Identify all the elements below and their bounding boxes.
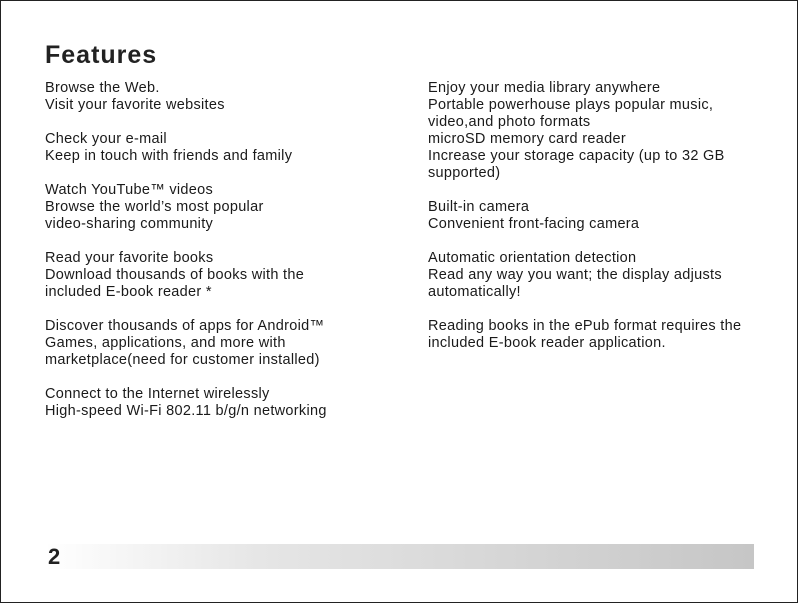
feature-text: included E-book reader * — [45, 284, 212, 300]
feature-block-epub-note — [428, 318, 768, 352]
feature-block-camera — [428, 199, 768, 233]
feature-heading: Built-in camera — [428, 199, 530, 215]
feature-heading: Discover thousands of apps for Android™ — [45, 318, 325, 334]
feature-text: Browse the world’s most popular — [45, 199, 264, 215]
feature-text: automatically! — [428, 284, 521, 300]
feature-block-books — [45, 250, 415, 301]
feature-heading: microSD memory card reader — [428, 131, 626, 147]
feature-block-email — [45, 131, 415, 165]
feature-heading: Enjoy your media library anywhere — [428, 80, 661, 96]
feature-text: High-speed Wi-Fi 802.11 b/g/n networking — [45, 403, 327, 419]
feature-text: video,and photo formats — [428, 114, 591, 130]
footnote-text: included E-book reader application. — [428, 335, 666, 351]
feature-text: video-sharing community — [45, 216, 214, 232]
feature-text: Read any way you want; the display adjusts — [428, 267, 722, 283]
feature-block-apps — [45, 318, 415, 369]
feature-block-youtube — [45, 182, 415, 233]
feature-heading: Browse the Web. — [45, 80, 160, 96]
footnote-text: Reading books in the ePub format requires the — [428, 318, 742, 334]
page-number: 2 — [48, 544, 61, 569]
feature-block-orientation — [428, 250, 768, 301]
feature-text: Games, applications, and more with — [45, 335, 286, 351]
feature-text: Keep in touch with friends and family — [45, 148, 293, 164]
footer-bar — [45, 544, 754, 569]
feature-block-media — [428, 80, 768, 182]
feature-text: Convenient front-facing camera — [428, 216, 640, 232]
feature-block-web — [45, 80, 415, 114]
right-column — [428, 80, 768, 369]
feature-text: marketplace(need for customer installed) — [45, 352, 320, 368]
left-column — [45, 80, 415, 437]
feature-heading: Read your favorite books — [45, 250, 214, 266]
feature-heading: Automatic orientation detection — [428, 250, 637, 266]
feature-text: Download thousands of books with the — [45, 267, 305, 283]
feature-heading: Connect to the Internet wirelessly — [45, 386, 270, 402]
feature-block-wifi — [45, 386, 415, 420]
feature-heading: Check your e-mail — [45, 131, 167, 147]
feature-text: supported) — [428, 165, 501, 181]
page-title: Features — [45, 41, 158, 69]
feature-text: Visit your favorite websites — [45, 97, 225, 113]
feature-text: Increase your storage capacity (up to 32 GB — [428, 148, 725, 164]
feature-text: Portable powerhouse plays popular music, — [428, 97, 714, 113]
feature-heading: Watch YouTube™ videos — [45, 182, 214, 198]
